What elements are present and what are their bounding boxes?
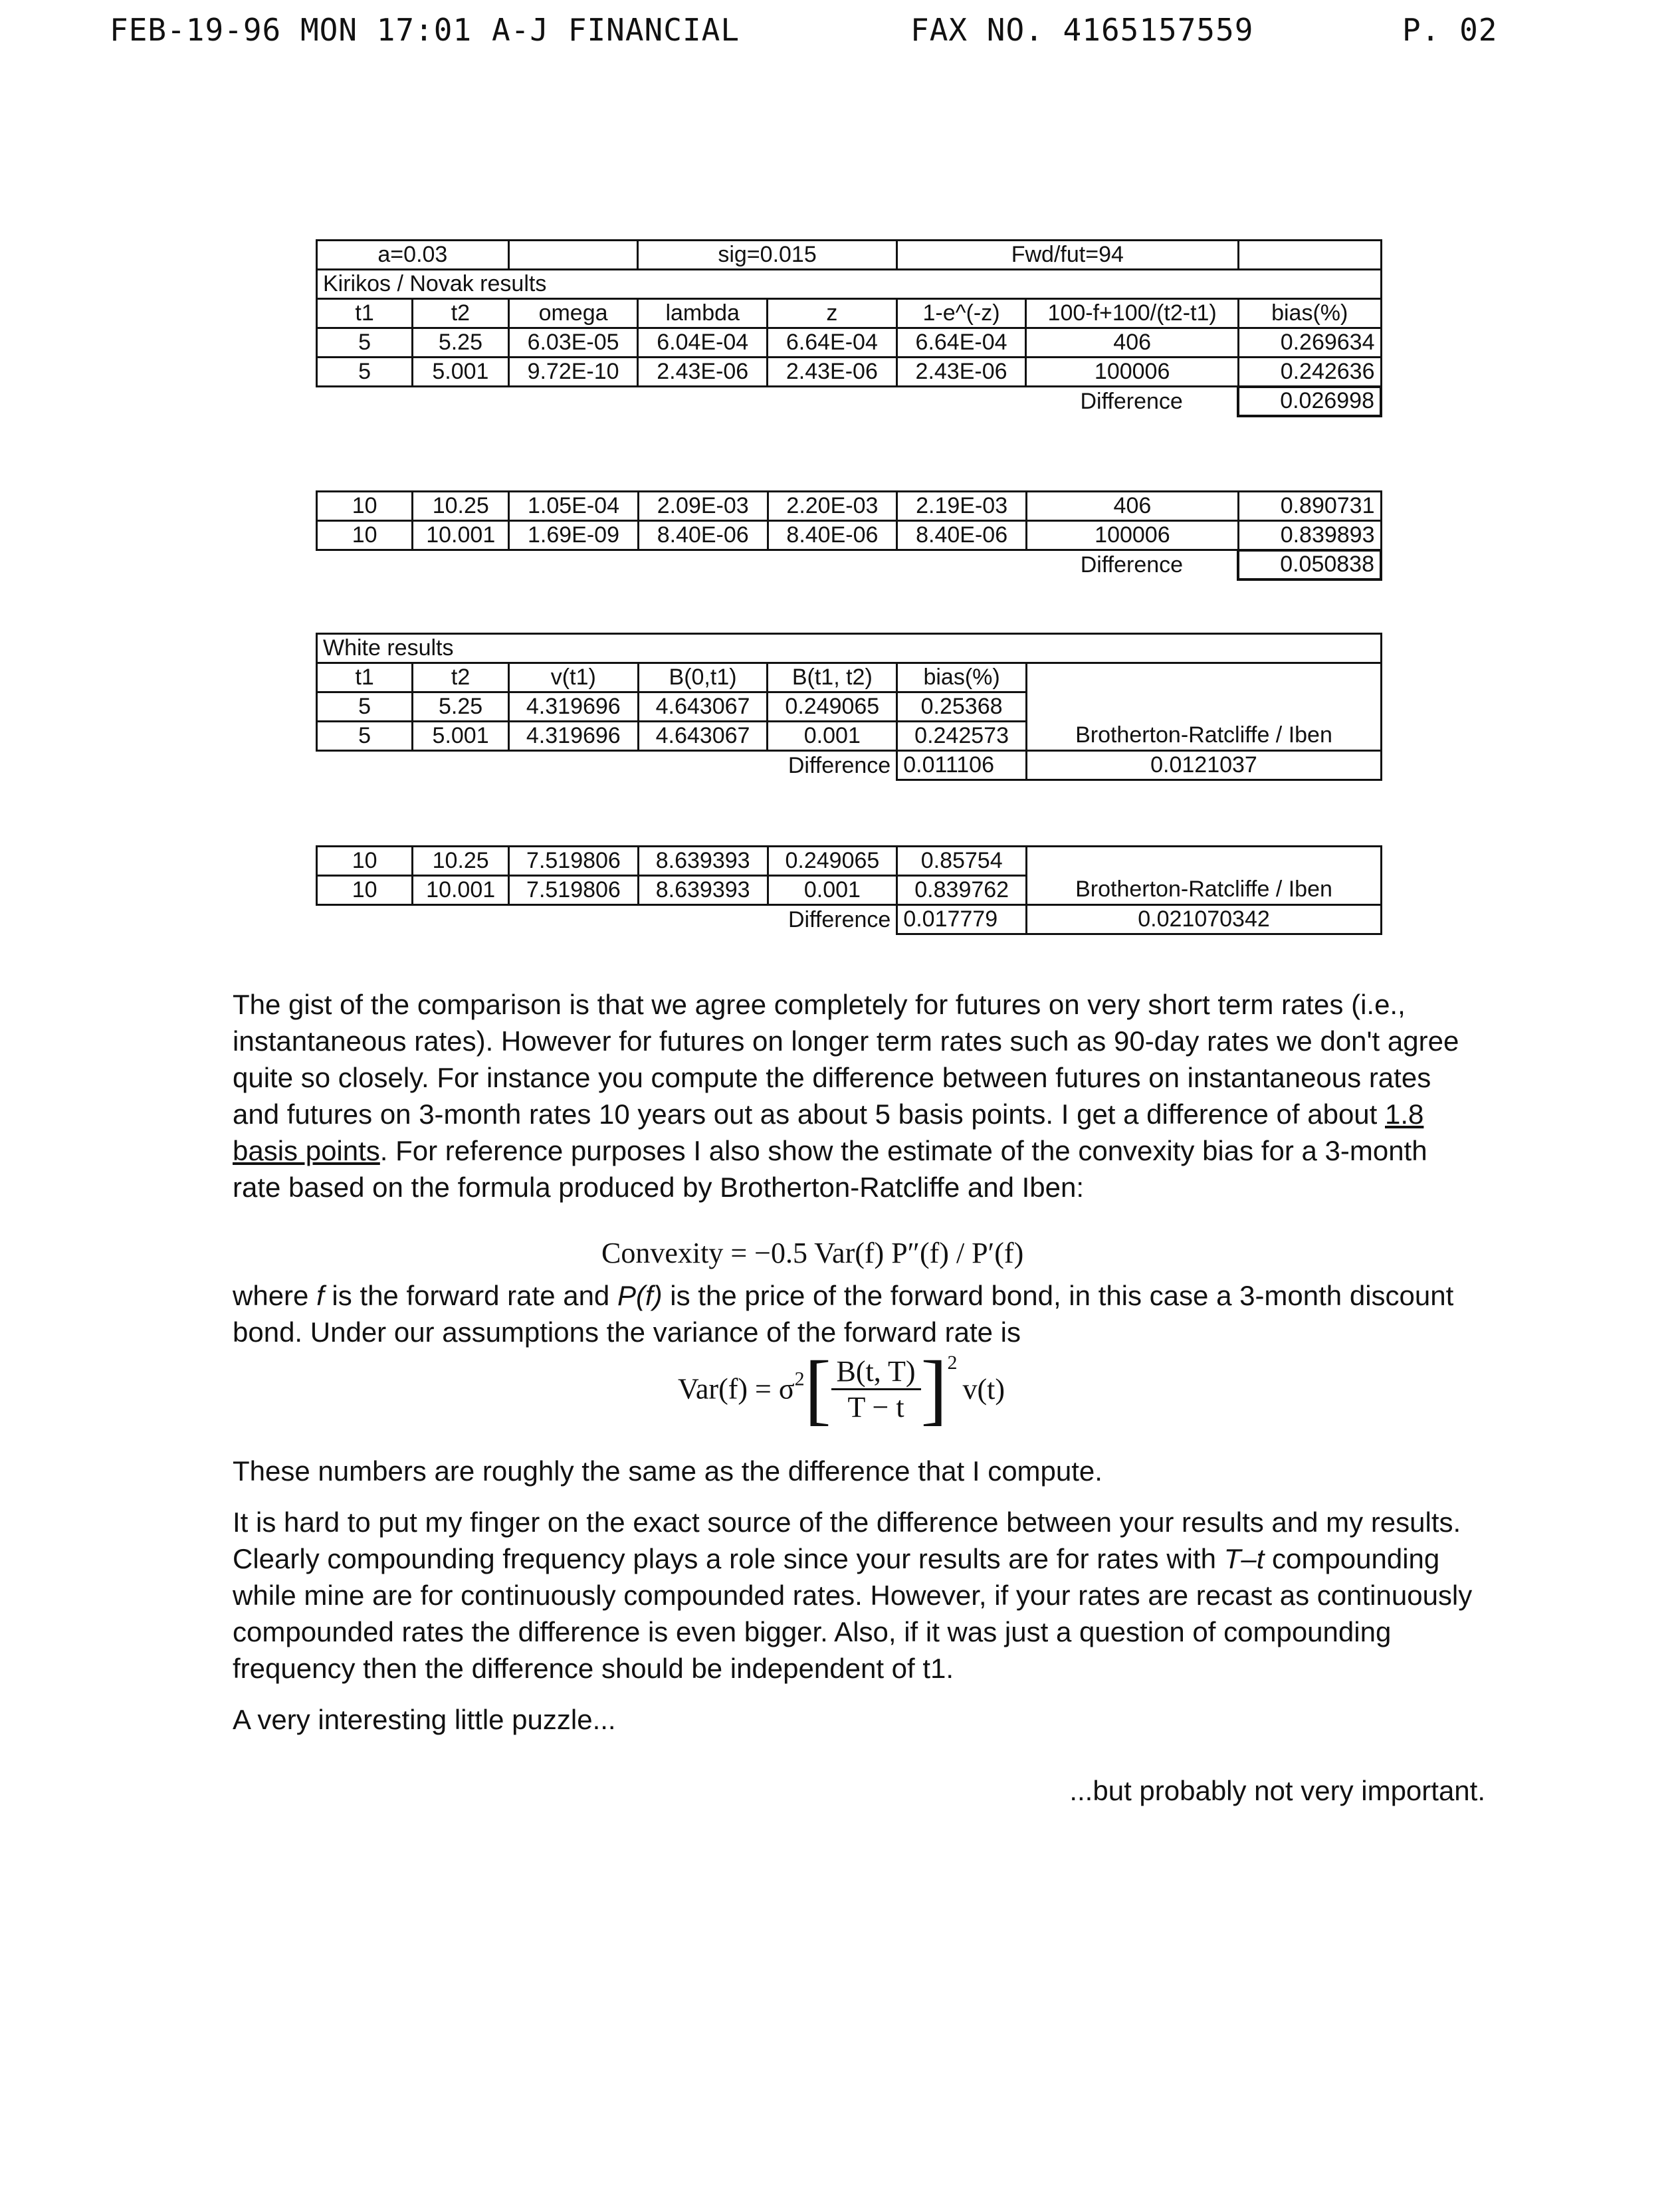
- table-cell: 5.001: [413, 722, 509, 751]
- table-row: [317, 492, 1382, 521]
- equation-power: 2: [947, 1352, 958, 1374]
- paragraph-text: compounding while mine are for continuously compounded rates. However, if your rates are recast as continuously compounded rates the difference is even bigger. Also, if it was just a question of compounding frequency then the difference should be independent of t1.: [233, 1543, 1473, 1684]
- table-cell: 0.249065: [768, 847, 897, 876]
- difference-value: 0.026998: [1238, 387, 1381, 416]
- table-cell: 0.242636: [1238, 358, 1381, 387]
- col-header: omega: [508, 299, 638, 328]
- col-header: t1: [317, 663, 413, 692]
- variance-equation: [678, 1344, 1005, 1433]
- difference-value: 0.017779: [897, 905, 1027, 934]
- paragraph-text: . For reference purposes I also show the estimate of the convexity bias for a 3-month rate based on the formula produced by Brotherton-Ratcliffe and Iben:: [233, 1135, 1427, 1203]
- br-label: Brotherton-Ratcliffe / Iben: [1027, 876, 1382, 905]
- white-table-t10: [316, 845, 1382, 935]
- table-cell: 100006: [1026, 358, 1239, 387]
- paragraph-text: is the price of the forward bond, in this case a 3-month discount bond. Under our assumptions the variance of the forward rate is: [233, 1280, 1454, 1348]
- fax-date: FEB-19-96 MON 17:01: [110, 12, 472, 48]
- paragraph-text: where: [233, 1280, 317, 1311]
- table-row: [317, 692, 1382, 722]
- table-cell: 8.40E-06: [897, 521, 1027, 550]
- table-cell: 8.40E-06: [638, 521, 768, 550]
- underlined-text: 1.8 basis points: [233, 1098, 1424, 1166]
- table-row: [317, 722, 1382, 751]
- fax-page: P. 02: [1402, 12, 1498, 48]
- table-row: [317, 521, 1382, 550]
- bracket-open: [: [804, 1344, 831, 1433]
- table-cell: 8.40E-06: [768, 521, 897, 550]
- white-title: White results: [317, 634, 1382, 663]
- table-cell: 2.20E-03: [768, 492, 897, 521]
- italic-text: f: [316, 1280, 324, 1311]
- table-cell: 9.72E-10: [508, 358, 638, 387]
- table-cell: 406: [1026, 328, 1239, 358]
- table-cell: 6.64E-04: [896, 328, 1026, 358]
- kirikos-table-t10: [316, 490, 1382, 581]
- empty-cell: [1026, 663, 1381, 692]
- table-cell: 0.249065: [768, 692, 897, 722]
- fraction-numerator: B(t, T): [831, 1354, 921, 1390]
- table-cell: 8.639393: [638, 847, 768, 876]
- table-cell: 5: [317, 722, 413, 751]
- table-cell: 4.643067: [638, 692, 768, 722]
- difference-value: 0.050838: [1238, 550, 1381, 579]
- col-header: t2: [413, 663, 509, 692]
- body-paragraph-1: [233, 986, 1482, 1205]
- table-row: [317, 358, 1382, 387]
- fraction-denominator: T − t: [847, 1390, 904, 1423]
- table-cell: 0.001: [768, 876, 897, 905]
- difference-row: [317, 387, 1382, 416]
- table-cell: 0.269634: [1238, 328, 1381, 358]
- white-table: [316, 633, 1382, 781]
- table-row: [317, 876, 1382, 905]
- col-header: 1-e^(-z): [896, 299, 1026, 328]
- col-header: t1: [317, 299, 413, 328]
- table-cell: 7.519806: [509, 847, 639, 876]
- difference-label: Difference: [788, 906, 891, 932]
- italic-text: T–t: [1223, 1543, 1265, 1574]
- difference-row: [317, 905, 1382, 934]
- col-header: v(t1): [508, 663, 638, 692]
- empty-cell: [508, 241, 638, 270]
- fax-sender: A-J FINANCIAL: [492, 12, 740, 48]
- col-header: z: [768, 299, 897, 328]
- table-cell: 10: [317, 521, 413, 550]
- body-paragraph-4: [233, 1504, 1482, 1687]
- table-cell: 2.09E-03: [638, 492, 768, 521]
- paragraph-text: These numbers are roughly the same as the difference that I compute.: [233, 1455, 1102, 1487]
- italic-text: P(f): [617, 1280, 663, 1311]
- table-cell: 10.001: [413, 876, 509, 905]
- paragraph-text: is the forward rate and: [324, 1280, 617, 1311]
- br-value: 0.021070342: [1027, 905, 1382, 934]
- body-paragraph-3: [233, 1453, 1482, 1752]
- table-cell: 2.43E-06: [768, 358, 897, 387]
- br-label: Brotherton-Ratcliffe / Iben: [1026, 722, 1381, 751]
- table-cell: 406: [1026, 492, 1238, 521]
- table-cell: 10.001: [413, 521, 509, 550]
- difference-row: [317, 550, 1382, 579]
- closing-line: A very interesting little puzzle...: [233, 1704, 616, 1735]
- table-cell: 0.839762: [897, 876, 1027, 905]
- kirikos-title: Kirikos / Novak results: [317, 270, 1382, 299]
- bracket-close: ]: [920, 1344, 948, 1433]
- kirikos-table: [316, 239, 1382, 417]
- table-cell: 10.25: [413, 847, 509, 876]
- table-cell: 0.890731: [1238, 492, 1381, 521]
- col-header: bias(%): [897, 663, 1027, 692]
- params-row: [317, 241, 1382, 270]
- table-cell: 1.69E-09: [509, 521, 639, 550]
- col-header: t2: [413, 299, 509, 328]
- param-sig: sig=0.015: [638, 241, 896, 270]
- table-cell: 1.05E-04: [509, 492, 639, 521]
- table-cell: 5: [317, 358, 413, 387]
- table-cell: 5.001: [413, 358, 509, 387]
- equation-sup: 2: [794, 1368, 805, 1390]
- white-header-row: [317, 663, 1382, 692]
- col-header: B(t1, t2): [768, 663, 897, 692]
- difference-label: Difference: [788, 752, 891, 778]
- table-cell: 5: [317, 692, 413, 722]
- table-cell: 0.242573: [897, 722, 1027, 751]
- difference-label: Difference: [1080, 388, 1183, 414]
- empty-cell: [1238, 241, 1381, 270]
- convexity-equation: Convexity = −0.5 Var(f) P″(f) / P′(f): [601, 1237, 1024, 1269]
- table-cell: 2.19E-03: [897, 492, 1027, 521]
- table-cell: 10.25: [413, 492, 509, 521]
- col-header: bias(%): [1238, 299, 1381, 328]
- table-row: [317, 847, 1382, 876]
- table-cell: 6.04E-04: [638, 328, 768, 358]
- empty-cell: [1027, 847, 1382, 876]
- br-value: 0.0121037: [1026, 751, 1381, 780]
- table-cell: 2.43E-06: [638, 358, 768, 387]
- col-header: lambda: [638, 299, 768, 328]
- table-cell: 5: [317, 328, 413, 358]
- equation-rhs: v(t): [962, 1372, 1005, 1406]
- table-cell: 5.25: [413, 692, 509, 722]
- closing-remark: ...but probably not very important.: [1069, 1775, 1485, 1806]
- table-cell: 2.43E-06: [896, 358, 1026, 387]
- table-cell: 0.001: [768, 722, 897, 751]
- body-paragraph-2: [233, 1277, 1482, 1350]
- table-cell: 7.519806: [509, 876, 639, 905]
- table-cell: 0.839893: [1238, 521, 1381, 550]
- equation-lhs: Var(f) = σ: [678, 1372, 795, 1406]
- col-header: 100-f+100/(t2-t1): [1026, 299, 1239, 328]
- kirikos-header-row: [317, 299, 1382, 328]
- paragraph-text: The gist of the comparison is that we agree completely for futures on very short term rates (i.e., instantaneous rates). However for futures on longer term rates such as 90-day rates we don't agree quite so closely. For instance you compute the difference between futures on instantaneous rates and futures on 3-month rates 10 years out as about 5 basis points. I get a difference of about: [233, 989, 1459, 1130]
- table-cell: 0.25368: [897, 692, 1027, 722]
- param-a: a=0.03: [317, 241, 509, 270]
- difference-row: [317, 751, 1382, 780]
- table-cell: 4.643067: [638, 722, 768, 751]
- empty-cell: [1026, 692, 1381, 722]
- table-cell: 0.85754: [897, 847, 1027, 876]
- table-cell: 4.319696: [508, 692, 638, 722]
- table-cell: 100006: [1026, 521, 1238, 550]
- difference-value: 0.011106: [897, 751, 1027, 780]
- equation-fraction: [831, 1354, 921, 1424]
- table-row: [317, 328, 1382, 358]
- table-cell: 10: [317, 876, 413, 905]
- table-cell: 4.319696: [508, 722, 638, 751]
- param-fwd: Fwd/fut=94: [896, 241, 1238, 270]
- table-cell: 6.64E-04: [768, 328, 897, 358]
- fax-number: FAX NO. 4165157559: [910, 12, 1254, 48]
- paragraph-text: It is hard to put my finger on the exact source of the difference between your results and my results. Clearly compounding frequency plays a role since your results are for rates with: [233, 1507, 1461, 1574]
- difference-label: Difference: [1080, 552, 1184, 577]
- table-cell: 10: [317, 847, 413, 876]
- table-cell: 5.25: [413, 328, 509, 358]
- col-header: B(0,t1): [638, 663, 768, 692]
- table-cell: 8.639393: [638, 876, 768, 905]
- table-cell: 10: [317, 492, 413, 521]
- table-cell: 6.03E-05: [508, 328, 638, 358]
